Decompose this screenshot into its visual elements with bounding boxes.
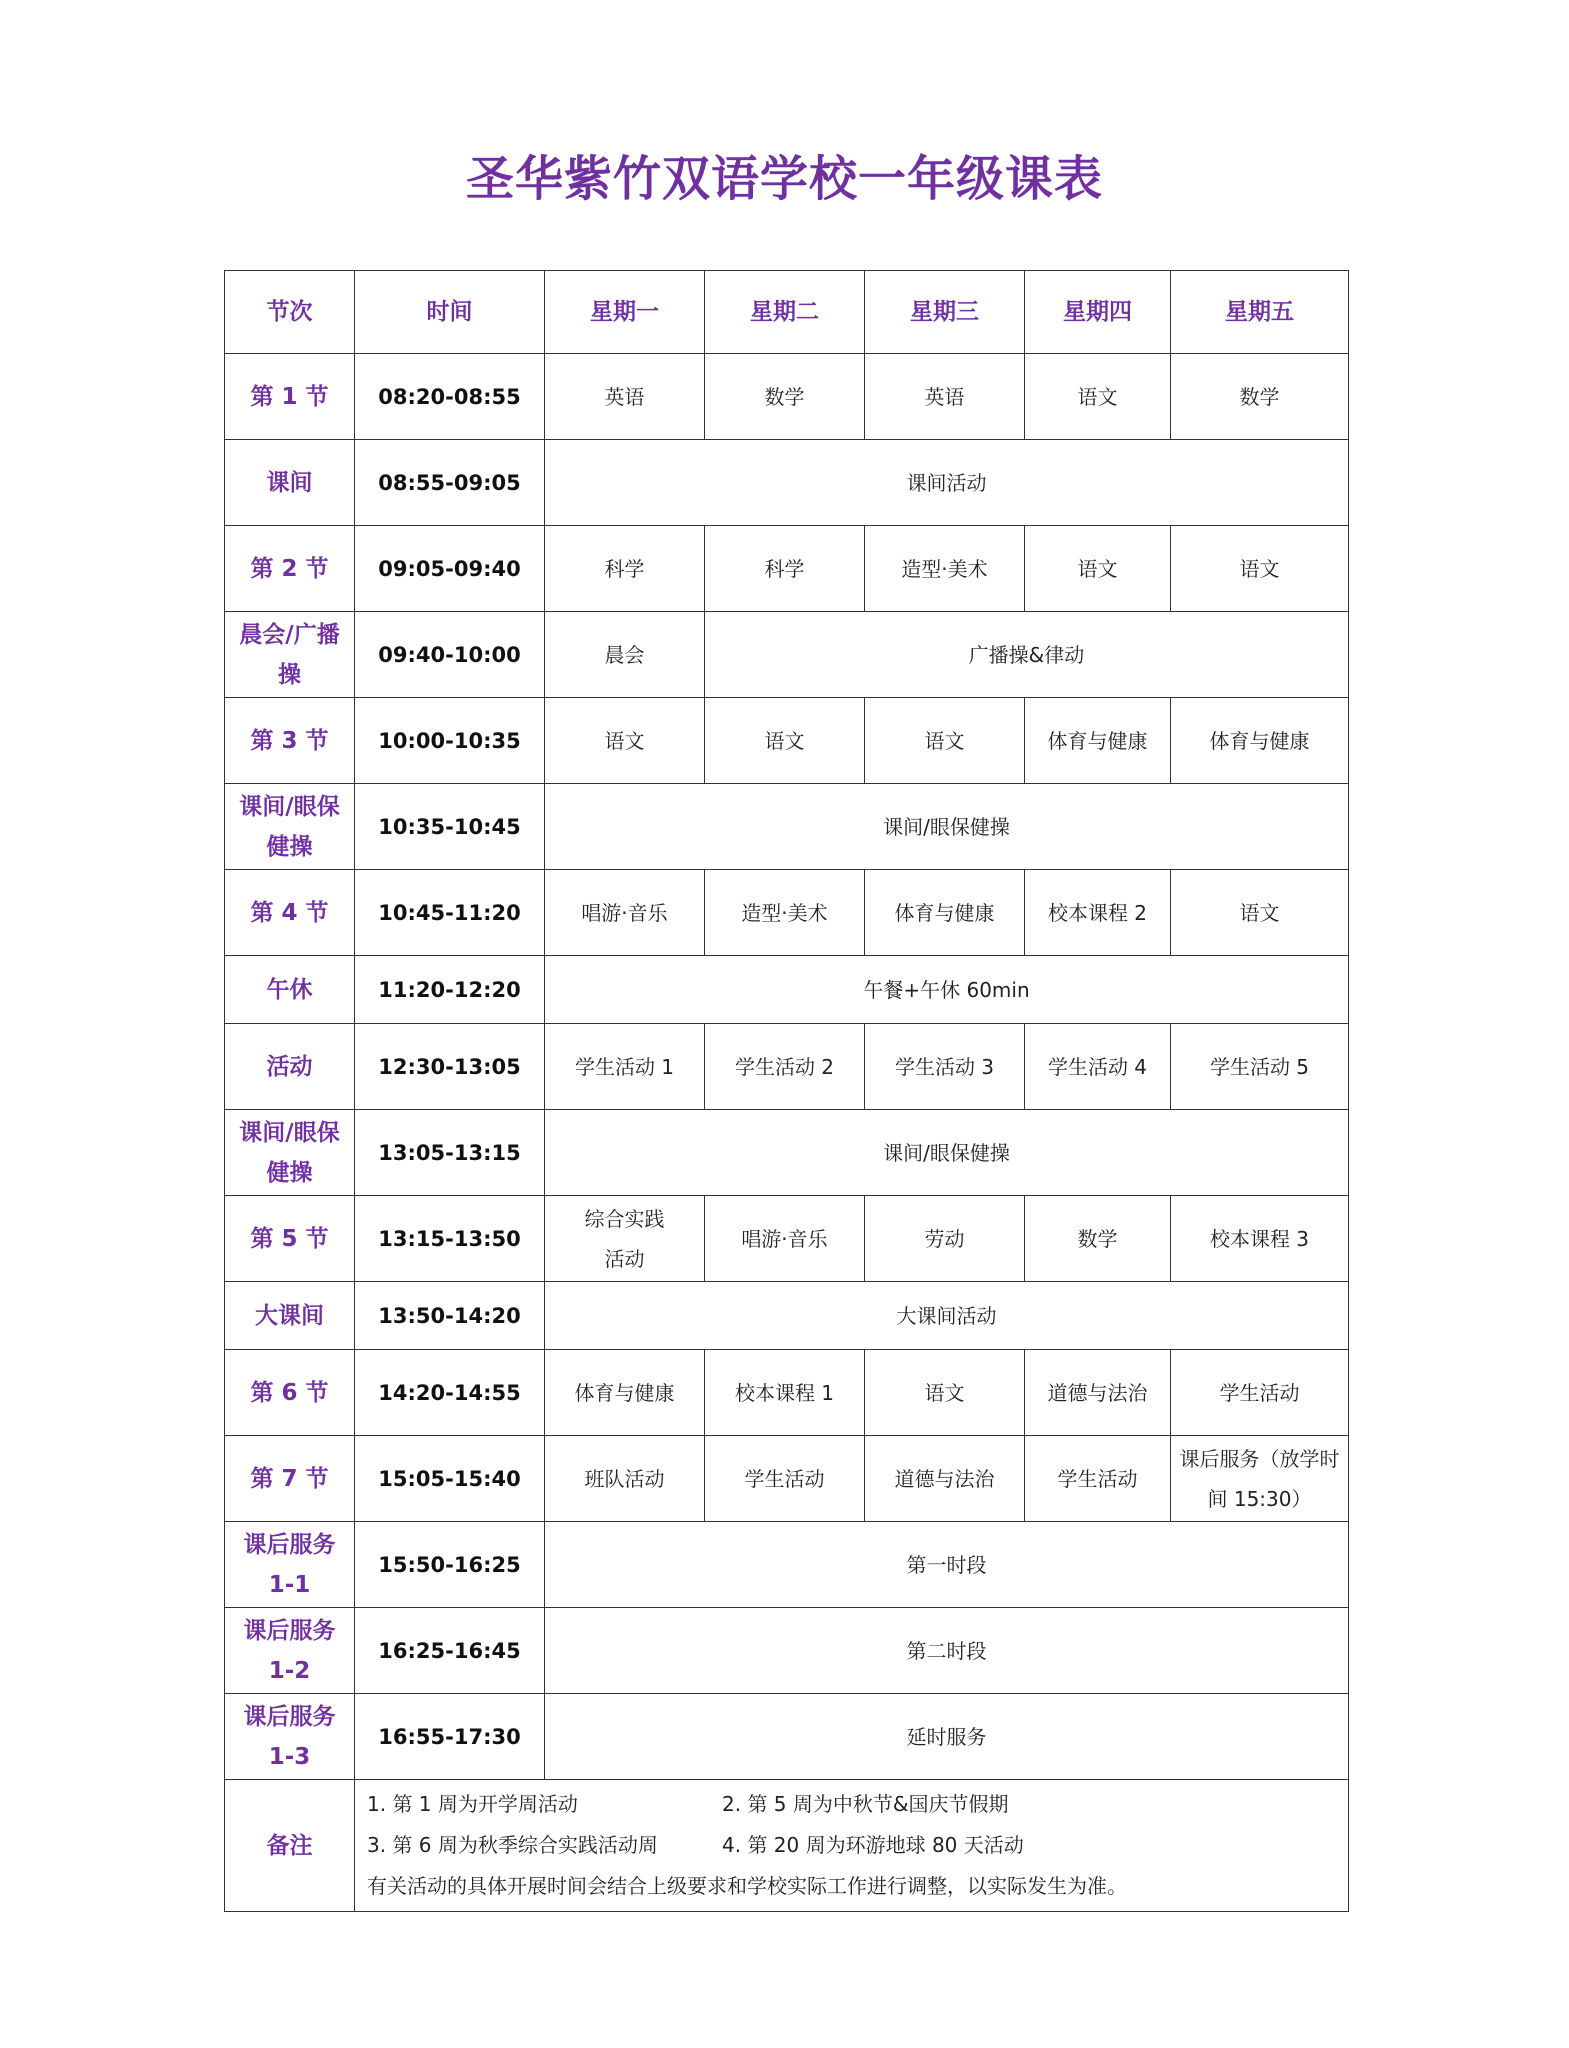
row-time: 13:50-14:20 (355, 1282, 545, 1350)
cell-all-week: 延时服务 (545, 1694, 1349, 1780)
cell-all-week: 第二时段 (545, 1608, 1349, 1694)
row-time: 10:00-10:35 (355, 698, 545, 784)
row-time: 10:35-10:45 (355, 784, 545, 870)
table-row (225, 956, 1349, 1024)
notes-content (355, 1780, 1349, 1912)
page-title: 圣华紫竹双语学校一年级课表 (465, 151, 1103, 207)
cell-tuesday: 造型·美术 (705, 870, 865, 956)
cell-all-week: 午餐+午休 60min (545, 956, 1349, 1024)
row-time: 16:25-16:45 (355, 1608, 545, 1694)
row-label: 课后服务 1-2 (225, 1608, 355, 1694)
cell-friday: 校本课程 3 (1171, 1196, 1349, 1282)
table-row (225, 354, 1349, 440)
cell-tuesday: 校本课程 1 (705, 1350, 865, 1436)
row-time: 10:45-11:20 (355, 870, 545, 956)
row-label: 第 7 节 (225, 1436, 355, 1522)
table-row (225, 1110, 1349, 1196)
row-label: 课间/眼保健操 (225, 784, 355, 870)
notes-line (367, 1825, 1336, 1866)
row-label: 第 6 节 (225, 1350, 355, 1436)
row-time: 12:30-13:05 (355, 1024, 545, 1110)
table-row (225, 1196, 1349, 1282)
note-item: 4. 第 20 周为环游地球 80 天活动 (722, 1833, 1024, 1857)
notes-line (367, 1784, 1336, 1825)
cell-tuesday: 数学 (705, 354, 865, 440)
cell-tue-fri: 广播操&律动 (705, 612, 1349, 698)
cell-thursday: 语文 (1025, 354, 1171, 440)
cell-wednesday: 道德与法治 (865, 1436, 1025, 1522)
table-row (225, 1436, 1349, 1522)
table-row (225, 1522, 1349, 1608)
row-time: 13:15-13:50 (355, 1196, 545, 1282)
table-row (225, 1694, 1349, 1780)
note-item: 3. 第 6 周为秋季综合实践活动周 (367, 1833, 658, 1857)
cell-friday: 课后服务（放学时间 15:30） (1171, 1436, 1349, 1522)
row-label: 午休 (225, 956, 355, 1024)
row-label: 第 5 节 (225, 1196, 355, 1282)
cell-thursday: 数学 (1025, 1196, 1171, 1282)
cell-wednesday: 英语 (865, 354, 1025, 440)
note-item: 2. 第 5 周为中秋节&国庆节假期 (722, 1792, 1009, 1816)
row-label: 第 1 节 (225, 354, 355, 440)
cell-friday: 学生活动 5 (1171, 1024, 1349, 1110)
header-friday: 星期五 (1171, 271, 1349, 354)
row-label: 课后服务 1-3 (225, 1694, 355, 1780)
notes-row (225, 1780, 1349, 1912)
cell-tuesday: 学生活动 2 (705, 1024, 865, 1110)
cell-thursday: 学生活动 (1025, 1436, 1171, 1522)
cell-thursday: 学生活动 4 (1025, 1024, 1171, 1110)
cell-friday: 学生活动 (1171, 1350, 1349, 1436)
row-label: 课间 (225, 440, 355, 526)
table-row (225, 1282, 1349, 1350)
row-time: 09:40-10:00 (355, 612, 545, 698)
table-row (225, 440, 1349, 526)
cell-all-week: 课间活动 (545, 440, 1349, 526)
row-label: 课间/眼保健操 (225, 1110, 355, 1196)
header-row (225, 271, 1349, 354)
cell-wednesday: 语文 (865, 1350, 1025, 1436)
cell-monday: 学生活动 1 (545, 1024, 705, 1110)
cell-tuesday: 唱游·音乐 (705, 1196, 865, 1282)
cell-tuesday: 学生活动 (705, 1436, 865, 1522)
header-tuesday: 星期二 (705, 271, 865, 354)
row-time: 08:55-09:05 (355, 440, 545, 526)
cell-wednesday: 造型·美术 (865, 526, 1025, 612)
cell-wednesday: 语文 (865, 698, 1025, 784)
row-label: 晨会/广播操 (225, 612, 355, 698)
cell-monday: 科学 (545, 526, 705, 612)
notes-line (367, 1866, 1336, 1907)
header-period: 节次 (225, 271, 355, 354)
cell-wednesday: 劳动 (865, 1196, 1025, 1282)
row-label: 第 2 节 (225, 526, 355, 612)
cell-friday: 体育与健康 (1171, 698, 1349, 784)
cell-all-week: 课间/眼保健操 (545, 784, 1349, 870)
cell-monday: 语文 (545, 698, 705, 784)
header-monday: 星期一 (545, 271, 705, 354)
cell-monday: 唱游·音乐 (545, 870, 705, 956)
cell-thursday: 道德与法治 (1025, 1350, 1171, 1436)
cell-tuesday: 语文 (705, 698, 865, 784)
table-row (225, 526, 1349, 612)
cell-friday: 数学 (1171, 354, 1349, 440)
note-item: 1. 第 1 周为开学周活动 (367, 1792, 578, 1816)
row-time: 15:50-16:25 (355, 1522, 545, 1608)
table-row (225, 612, 1349, 698)
note-item: 有关活动的具体开展时间会结合上级要求和学校实际工作进行调整，以实际发生为准。 (367, 1874, 1127, 1898)
row-time: 16:55-17:30 (355, 1694, 545, 1780)
header-wednesday: 星期三 (865, 271, 1025, 354)
cell-thursday: 校本课程 2 (1025, 870, 1171, 956)
cell-monday: 综合实践活动 (545, 1196, 705, 1282)
cell-wednesday: 学生活动 3 (865, 1024, 1025, 1110)
cell-monday: 体育与健康 (545, 1350, 705, 1436)
row-label: 大课间 (225, 1282, 355, 1350)
row-label: 活动 (225, 1024, 355, 1110)
row-label: 课后服务 1-1 (225, 1522, 355, 1608)
cell-all-week: 第一时段 (545, 1522, 1349, 1608)
row-time: 13:05-13:15 (355, 1110, 545, 1196)
table-row (225, 1024, 1349, 1110)
cell-monday: 晨会 (545, 612, 705, 698)
table-row (225, 1608, 1349, 1694)
cell-all-week: 课间/眼保健操 (545, 1110, 1349, 1196)
table-row (225, 698, 1349, 784)
row-label: 第 3 节 (225, 698, 355, 784)
notes-label: 备注 (225, 1780, 355, 1912)
cell-monday: 英语 (545, 354, 705, 440)
row-time: 15:05-15:40 (355, 1436, 545, 1522)
table-row (225, 870, 1349, 956)
cell-thursday: 体育与健康 (1025, 698, 1171, 784)
cell-thursday: 语文 (1025, 526, 1171, 612)
schedule-table (224, 270, 1349, 1912)
row-time: 09:05-09:40 (355, 526, 545, 612)
header-thursday: 星期四 (1025, 271, 1171, 354)
row-time: 08:20-08:55 (355, 354, 545, 440)
cell-monday: 班队活动 (545, 1436, 705, 1522)
header-time: 时间 (355, 271, 545, 354)
cell-all-week: 大课间活动 (545, 1282, 1349, 1350)
cell-tuesday: 科学 (705, 526, 865, 612)
row-label: 第 4 节 (225, 870, 355, 956)
cell-wednesday: 体育与健康 (865, 870, 1025, 956)
table-row (225, 1350, 1349, 1436)
cell-friday: 语文 (1171, 526, 1349, 612)
row-time: 11:20-12:20 (355, 956, 545, 1024)
table-row (225, 784, 1349, 870)
row-time: 14:20-14:55 (355, 1350, 545, 1436)
cell-friday: 语文 (1171, 870, 1349, 956)
